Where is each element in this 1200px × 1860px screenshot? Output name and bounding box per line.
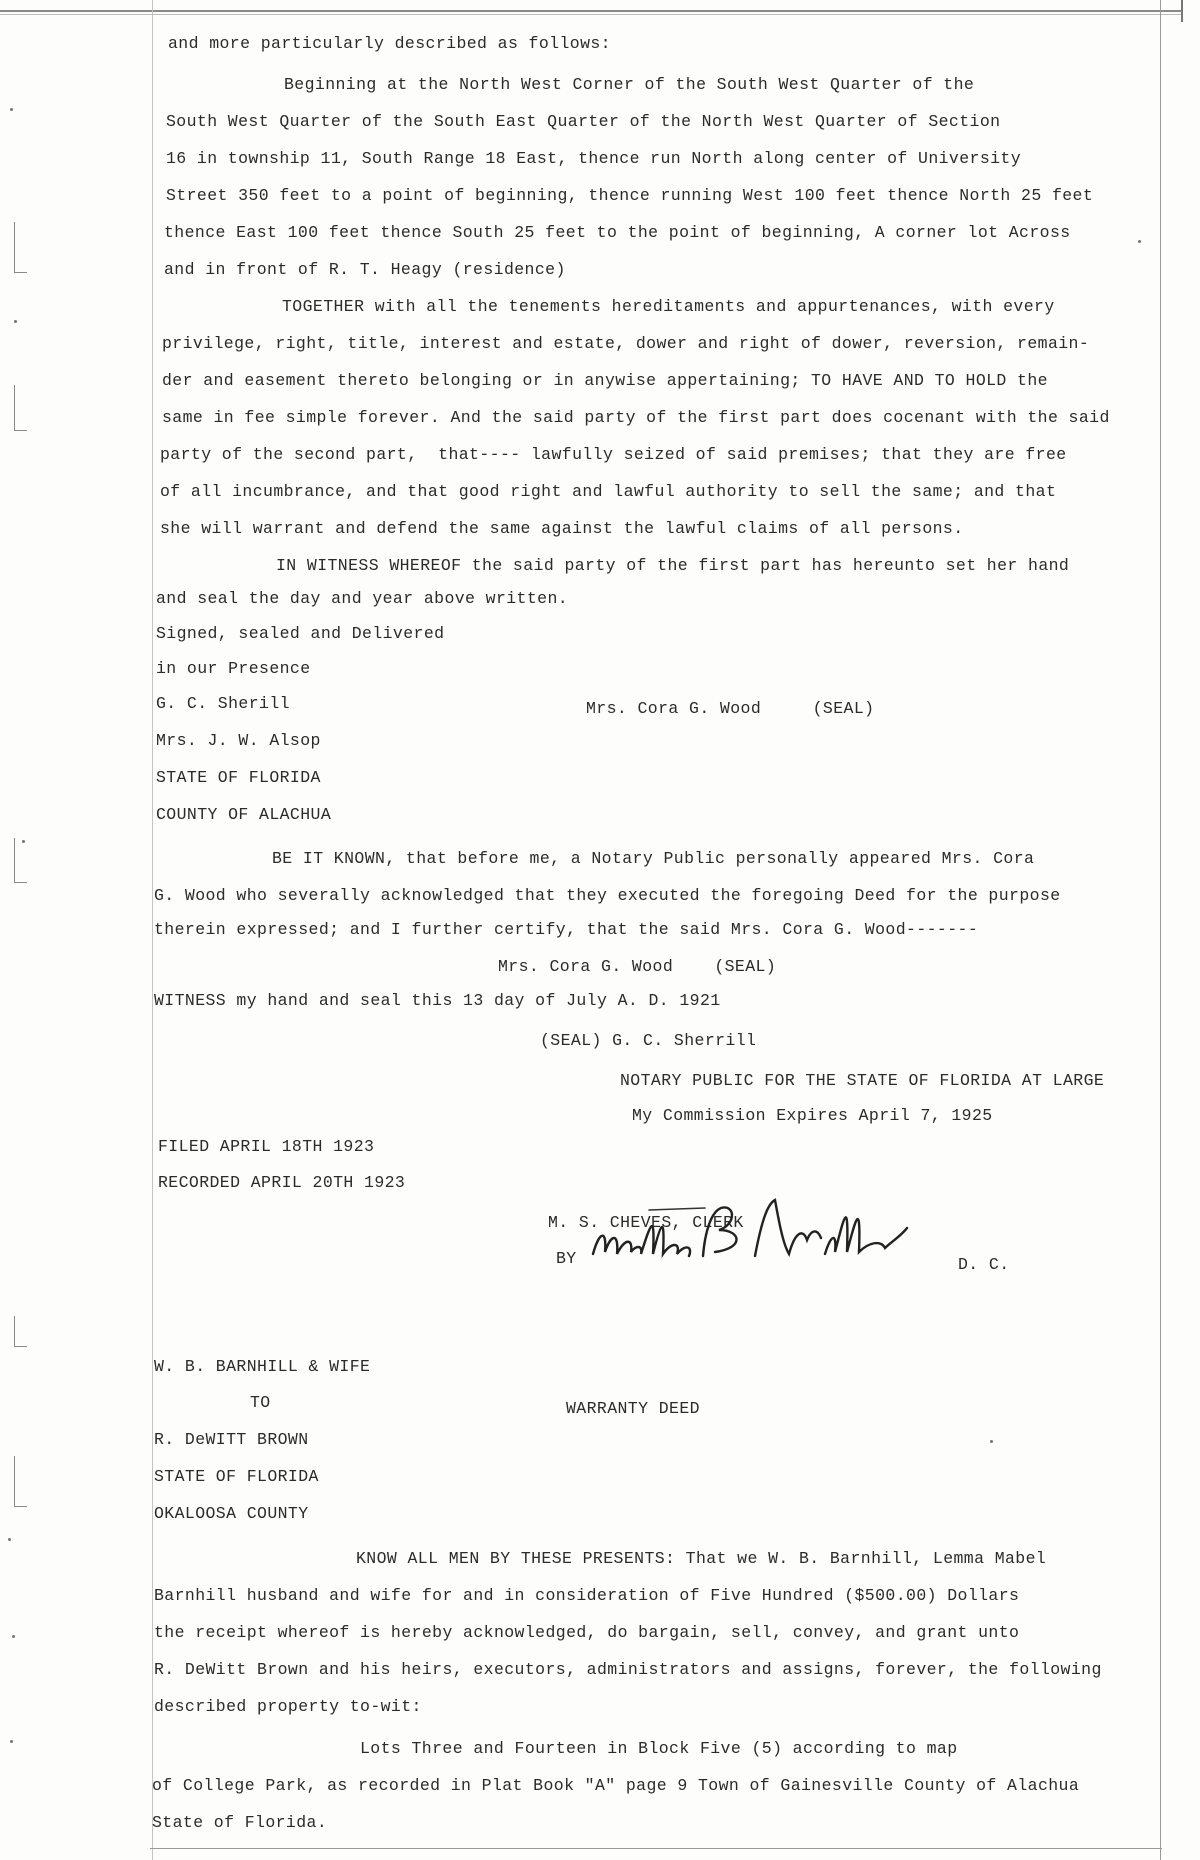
scan-speck: [12, 1635, 15, 1638]
text-line: IN WITNESS WHEREOF the said party of the first part has hereunto set her hand: [276, 556, 1070, 575]
signer-name: Mrs. J. W. Alsop: [156, 731, 321, 750]
commission-expiry: My Commission Expires April 7, 1925: [632, 1106, 993, 1125]
notary-name: (SEAL) G. C. Sherrill: [540, 1031, 757, 1050]
signer-name: Mrs. Cora G. Wood (SEAL): [498, 957, 777, 976]
binding-bracket: [14, 222, 27, 273]
text-line: Signed, sealed and Delivered: [156, 624, 445, 643]
text-line: STATE OF FLORIDA: [156, 768, 321, 787]
text-line: TOGETHER with all the tenements hereditaments and appurtenances, with every: [282, 297, 1055, 316]
filed-date: FILED APRIL 18TH 1923: [158, 1137, 375, 1156]
notary-title: NOTARY PUBLIC FOR THE STATE OF FLORIDA AT LARGE: [620, 1071, 1105, 1090]
right-margin-line: [1160, 0, 1161, 1860]
text-line: of all incumbrance, and that good right and lawful authority to sell the same; and that: [160, 482, 1057, 501]
text-line: COUNTY OF ALACHUA: [156, 805, 332, 824]
grantee-heading: R. DeWITT BROWN: [154, 1430, 309, 1449]
text-line: STATE OF FLORIDA: [154, 1467, 319, 1486]
scan-speck: [990, 1440, 993, 1443]
scan-speck: [22, 840, 25, 843]
text-line: of College Park, as recorded in Plat Book "A" page 9 Town of Gainesville County of Alachua: [152, 1776, 1080, 1795]
text-line: and seal the day and year above written.: [156, 589, 569, 608]
text-line: and more particularly described as follows:: [168, 34, 611, 53]
binding-bracket: [14, 838, 27, 883]
text-line: Barnhill husband and wife for and in consideration of Five Hundred ($500.00) Dollars: [154, 1586, 1020, 1605]
text-line: privilege, right, title, interest and estate, dower and right of dower, reversion, remain-: [162, 334, 1090, 353]
clerk-name: M. S. CHEVES, CLERK: [548, 1213, 744, 1232]
bottom-edge-line: [150, 1848, 1162, 1849]
text-line: Lots Three and Fourteen in Block Five (5) according to map: [360, 1739, 958, 1758]
text-line: WITNESS my hand and seal this 13 day of July A. D. 1921: [154, 991, 721, 1010]
text-line: der and easement thereto belonging or in anywise appertaining; TO HAVE AND TO HOLD the: [162, 371, 1048, 390]
text-line: same in fee simple forever. And the said party of the first part does cocenant with the said: [162, 408, 1110, 427]
grantor-heading: W. B. BARNHILL & WIFE: [154, 1357, 371, 1376]
binding-bracket: [14, 385, 27, 431]
text-line: therein expressed; and I further certify, that the said Mrs. Cora G. Wood-------: [154, 920, 979, 939]
handwritten-signature: [585, 1182, 925, 1282]
text-line: R. DeWitt Brown and his heirs, executors, administrators and assigns, forever, the following: [154, 1660, 1102, 1679]
text-line: she will warrant and defend the same against the lawful claims of all persons.: [160, 519, 964, 538]
left-margin-line: [152, 0, 153, 1860]
text-line: in our Presence: [156, 659, 311, 678]
text-line: BE IT KNOWN, that before me, a Notary Public personally appeared Mrs. Cora: [272, 849, 1035, 868]
top-edge-line: [0, 10, 1182, 12]
scan-speck: [1138, 240, 1141, 243]
scan-speck: [8, 1538, 11, 1541]
text-line: G. Wood who severally acknowledged that they executed the foregoing Deed for the purpose: [154, 886, 1061, 905]
text-line: Street 350 feet to a point of beginning, thence running West 100 feet thence North 25 feet: [166, 186, 1094, 205]
text-line: 16 in township 11, South Range 18 East, thence run North along center of University: [166, 149, 1022, 168]
scan-speck: [10, 108, 13, 111]
scan-speck: [10, 1740, 13, 1743]
top-edge-line-secondary: [0, 14, 1182, 15]
signer-name: Mrs. Cora G. Wood (SEAL): [586, 699, 875, 718]
text-line: described property to-wit:: [154, 1697, 422, 1716]
deputy-clerk-label: D. C.: [958, 1255, 1010, 1274]
text-line: and in front of R. T. Heagy (residence): [164, 260, 566, 279]
text-line: thence East 100 feet thence South 25 feet to the point of beginning, A corner lot Across: [164, 223, 1071, 242]
deed-type-heading: WARRANTY DEED: [566, 1399, 700, 1418]
binding-bracket: [14, 1456, 27, 1507]
binding-bracket: [14, 1316, 27, 1347]
clerk-by-label: BY: [556, 1249, 577, 1268]
text-line: KNOW ALL MEN BY THESE PRESENTS: That we W. B. Barnhill, Lemma Mabel: [356, 1549, 1047, 1568]
text-line: Beginning at the North West Corner of the South West Quarter of the: [284, 75, 975, 94]
text-line: South West Quarter of the South East Quarter of the North West Quarter of Section: [166, 112, 1001, 131]
text-line: State of Florida.: [152, 1813, 328, 1832]
scan-speck: [14, 320, 17, 323]
text-line: OKALOOSA COUNTY: [154, 1504, 309, 1523]
to-heading: TO: [250, 1393, 271, 1412]
recorded-date: RECORDED APRIL 20TH 1923: [158, 1173, 406, 1192]
right-corner-mark: [1181, 0, 1183, 22]
text-line: the receipt whereof is hereby acknowledged, do bargain, sell, convey, and grant unto: [154, 1623, 1020, 1642]
signer-name: G. C. Sherill: [156, 694, 290, 713]
text-line: party of the second part, that---- lawfully seized of said premises; that they are free: [160, 445, 1067, 464]
